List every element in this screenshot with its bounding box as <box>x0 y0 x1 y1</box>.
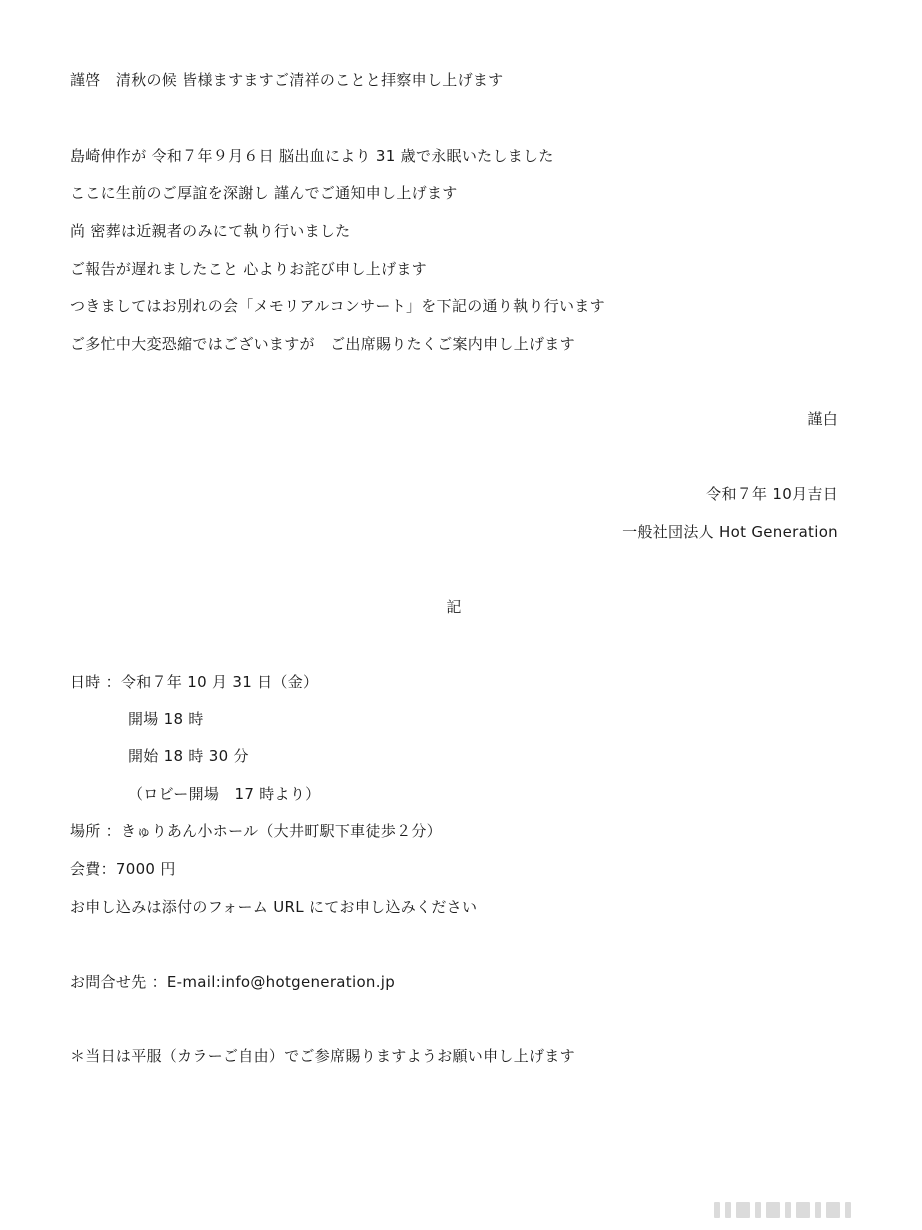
body-line-5: つきましてはお別れの会「メモリアルコンサート」を下記の通り執り行います <box>70 297 605 315</box>
ki-heading: 記 <box>446 598 462 616</box>
body-line-6: ご多忙中大変恐縮ではございますが ご出席賜りたくご案内申し上げます <box>70 335 575 353</box>
detail-dress-note: ＊当日は平服（カラーご自由）でご参席賜りますようお願い申し上げます <box>70 1047 575 1065</box>
issue-date: 令和７年 10月吉日 <box>706 485 838 503</box>
closing-word: 謹白 <box>807 410 838 428</box>
detail-contact: お問合せ先 ：E-mail:info@hotgeneration.jp <box>70 973 396 991</box>
weibo-watermark-icon <box>714 1200 904 1220</box>
body-line-1: 島崎伸作が 令和７年９月６日 脳出血により 31 歳で永眠いたしました <box>70 147 554 165</box>
body-line-3: 尚 密葬は近親者のみにて執り行いました <box>70 222 351 240</box>
greeting-line: 謹啓 清秋の候 皆様ますますご清祥のことと拝察申し上げます <box>70 71 504 89</box>
body-line-4: ご報告が遅れましたこと 心よりお詫び申し上げます <box>70 260 427 278</box>
organization-name: 一般社団法人 Hot Generation <box>622 523 838 541</box>
detail-lobby-time: （ロビー開場 17 時より） <box>128 785 321 803</box>
detail-start-time: 開始 18 時 30 分 <box>128 747 249 765</box>
detail-open-time: 開場 18 時 <box>128 710 204 728</box>
detail-fee: 会費：7000 円 <box>70 860 176 878</box>
body-line-2: ここに生前のご厚誼を深謝し 謹んでご通知申し上げます <box>70 184 458 202</box>
detail-venue: 場所 ：きゅりあん小ホール（大井町駅下車徒歩２分） <box>70 822 442 840</box>
detail-datetime: 日時 ：令和７年 10 月 31 日（金） <box>70 673 319 691</box>
detail-application: お申し込みは添付のフォーム URL にてお申し込みください <box>70 898 478 916</box>
